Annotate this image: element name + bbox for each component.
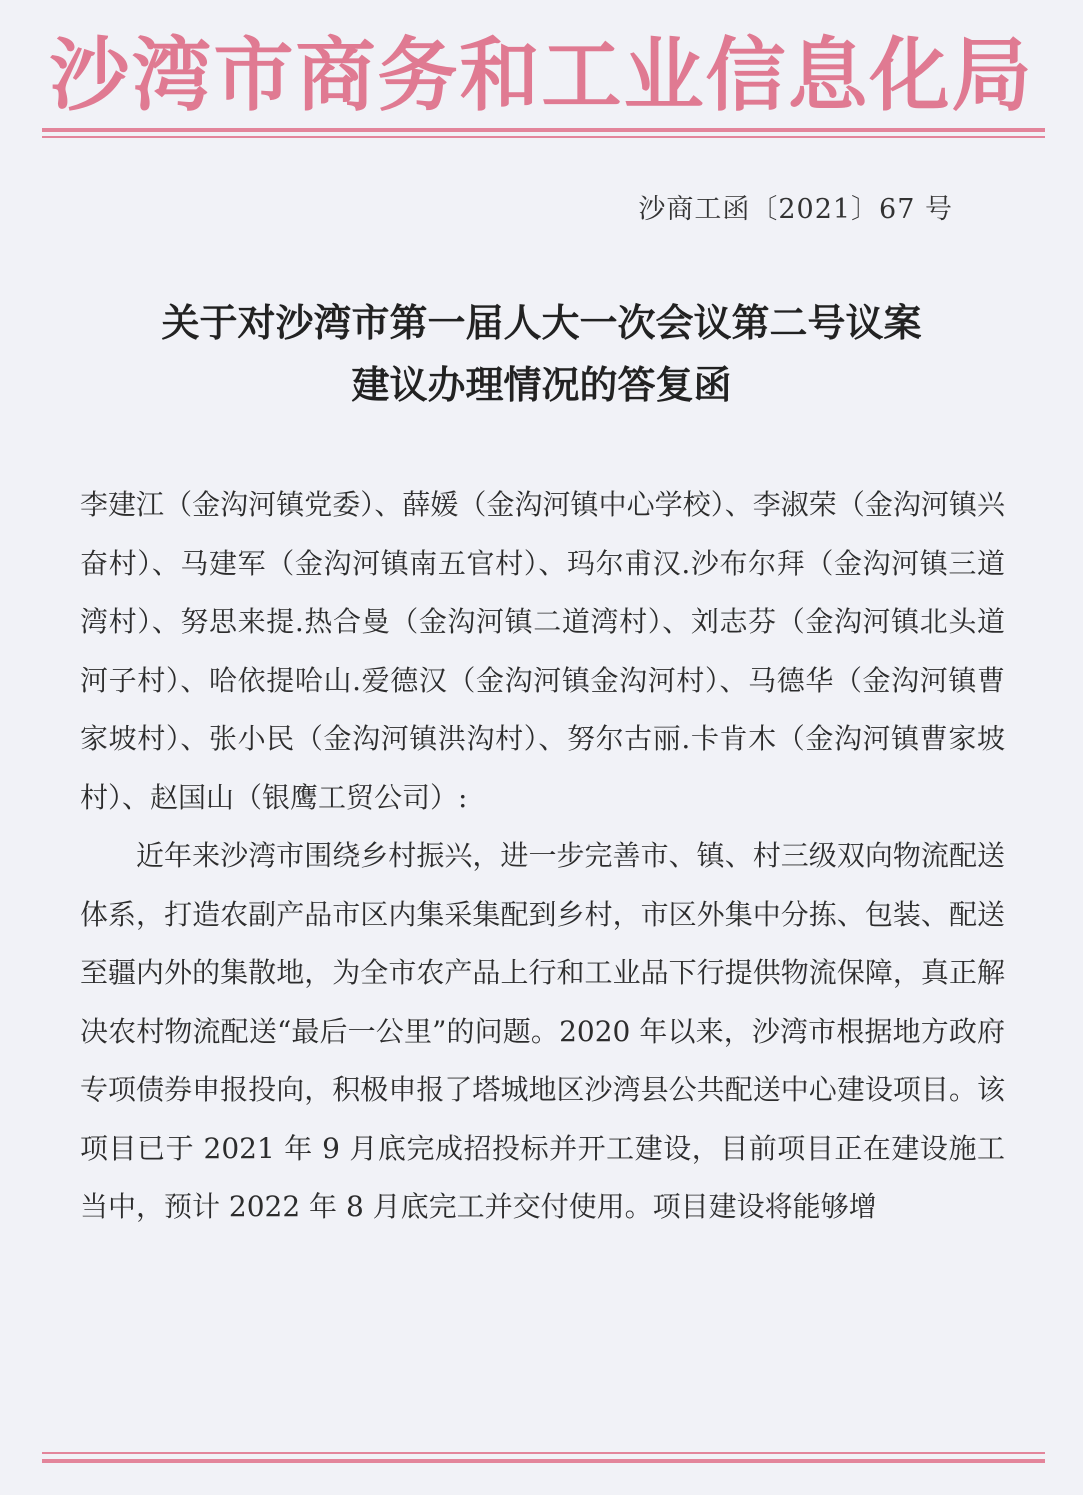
body-paragraph: 近年来沙湾市围绕乡村振兴，进一步完善市、镇、村三级双向物流配送体系，打造农副产品市区内集采集配到乡村，市区外集中分拣、包装、配送至疆内外的集散地，为全市农产品上行和工业品下行提供物流保障，真正解决农村物流配送“最后一公里”的问题。2020 年以来，沙湾市根据地方政府专项债券申报投向，积极申报了塔城地区沙湾县公共配送中心建设项目。该项目已于 2021 年 9 月底完成招投标并开工建设，目前项目正在建设施工当中，预计 2022 年 8 月底完工并交付使用。项目建设将能够增: [80, 839, 1005, 1223]
document-body: [80, 476, 1005, 1237]
letterhead-title: 沙湾市商务和工业信息化局: [49, 28, 1034, 122]
salutation: 李建江（金沟河镇党委）、薛媛（金沟河镇中心学校）、李淑荣（金沟河镇兴奋村）、马建军（金沟河镇南五官村）、玛尔甫汉.沙布尔拜（金沟河镇三道湾村）、努思来提.热合曼（金沟河镇二道湾村）、刘志芬（金沟河镇北头道河子村）、哈依提哈山.爱德汉（金沟河镇金沟河村）、马德华（金沟河镇曹家坡村）、张小民（金沟河镇洪沟村）、努尔古丽.卡肯木（金沟河镇曹家坡村）、赵国山（银鹰工贸公司）:: [80, 488, 1005, 814]
footer-rule-thick: [42, 1459, 1045, 1463]
letterhead-rule-thick: [42, 128, 1045, 132]
document-number: 沙商工函〔2021〕67 号: [638, 194, 953, 225]
document-title-line-1: 关于对沙湾市第一届人大一次会议第二号议案: [161, 300, 922, 345]
document-title-line-2: 建议办理情况的答复函: [351, 362, 732, 407]
footer-rule-thin: [42, 1452, 1045, 1454]
letterhead-rule-thin: [42, 136, 1045, 138]
document-title: [60, 292, 1023, 416]
